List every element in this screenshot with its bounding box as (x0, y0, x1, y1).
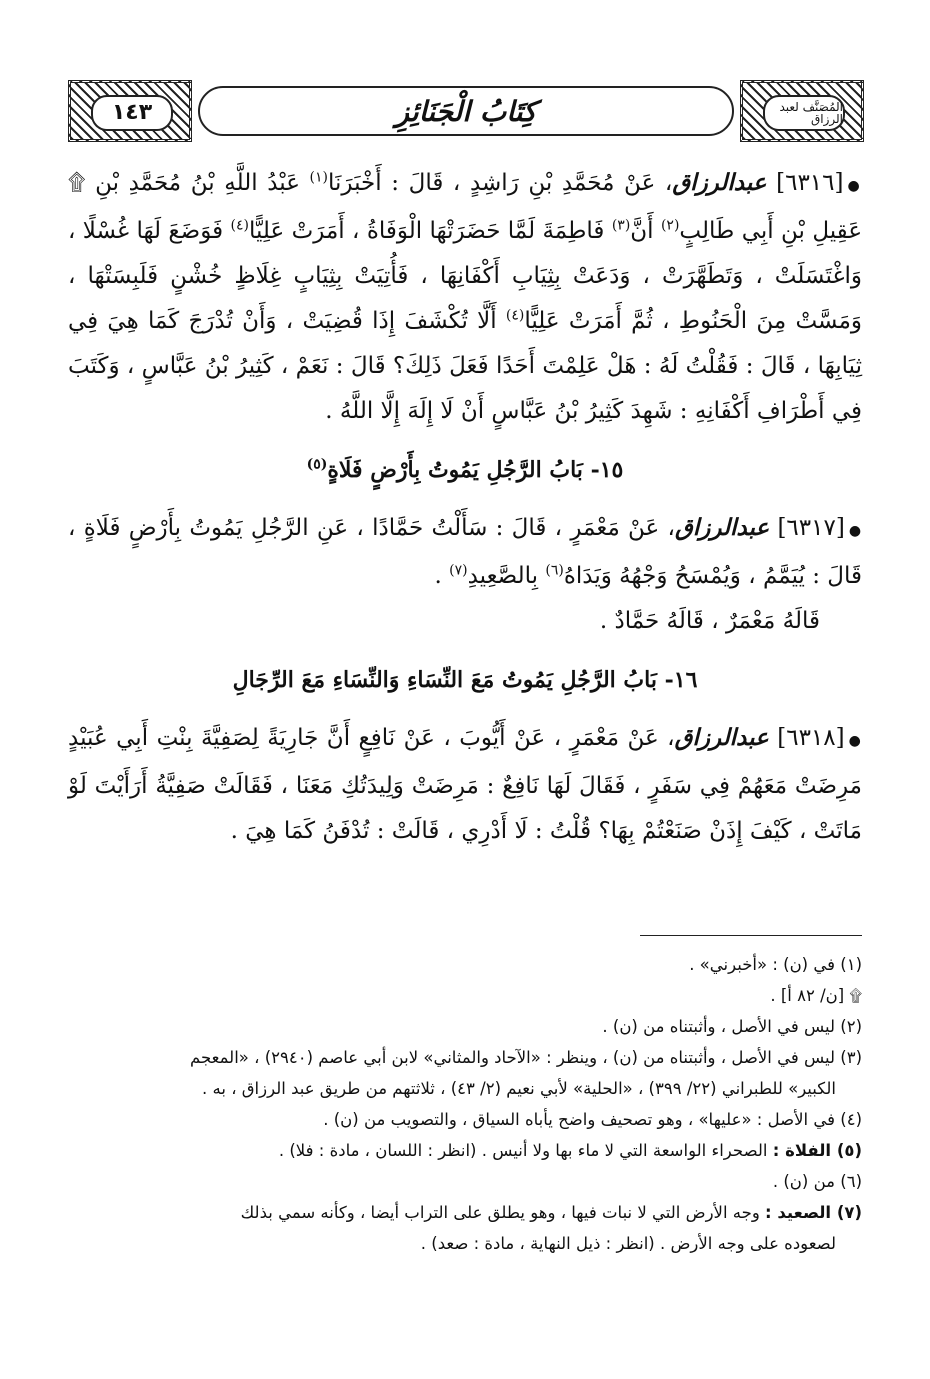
hadith-number: [٦٣١٧] (777, 515, 845, 541)
page-number-ornament (68, 80, 192, 142)
footnote-ref[interactable]: (٤) (505, 307, 525, 324)
hadith-text: فَوَضَعَ لَهَا غُسْلًا ، وَاغْتَسَلَتْ ، وَتَطَهَّرَتْ ، وَدَعَتْ بِثِيَابِ أَكْفَانِهَا ، فَأُتِيَتْ بِثِيَابٍ غِلَاظٍ خُشْنٍ فَلَبِسَتْهَا ، وَمَسَّتْ مِنَ الْحَنُوطِ ، ثُمَّ أَمَرَتْ عَلِيًّا (68, 218, 862, 334)
running-title: كِتَابُ الْجَنَائِزِ (395, 94, 537, 128)
hadith-text: أَلَّا تُكْشَفَ إِذَا قُضِيَتْ ، وَأَنْ تُدْرَجَ كَمَا هِيَ فِي ثِيَابِهَا ، قَالَ : فَقُلْتُ لَهُ : هَلْ عَلِمْتَ أَحَدًا فَعَلَ ذَلِكَ؟ قَالَ : نَعَمْ ، كَثِيرُ بْنُ عَبَّاسٍ ، وَكَتَبَ فِي أَطْرَافِ أَكْفَانِهِ : شَهِدَ كَثِيرُ بْنُ عَبَّاسٍ أَنْ لَا إِلَهَ إِلَّا اللَّهُ . (68, 308, 862, 424)
hadith-number: [٦٣١٨] (777, 725, 845, 751)
footnote-ref[interactable]: (٢) (660, 217, 680, 234)
bullet-icon: ● (847, 178, 863, 194)
footnote-item (68, 1136, 862, 1165)
chapter-heading-16 (68, 658, 862, 703)
hadith-text: عَقِيلِ بْنِ أَبِي طَالِبٍ (679, 218, 863, 244)
footnotes (68, 950, 862, 1260)
footnote-ref[interactable]: (٤) (230, 217, 249, 234)
narrator: عبدالرزاق (674, 514, 770, 541)
footnote-term: (٧) الصعيد : (765, 1203, 862, 1222)
hadith-text: فَاطِمَةَ لَمَّا حَضَرَتْهَا الْوَفَاةُ ، أَمَرَتْ عَلِيًّا (248, 218, 605, 244)
hadith-6316 (68, 160, 862, 434)
footnote-item: ۩ [ن/ ٨٢ أ] . (770, 986, 862, 1005)
footnote-item: (٦) من (ن) . (772, 1172, 862, 1191)
footnote-term: (٥) الفلاة : (772, 1141, 862, 1160)
hadith-6318 (68, 715, 862, 854)
narrator: عبدالرزاق (674, 724, 769, 751)
footnote-item: (٢) ليس في الأصل ، وأثبتناه من (ن) . (602, 1017, 862, 1036)
footnote-ref[interactable]: (١) (309, 169, 329, 186)
footnote-ref[interactable]: (٣) (611, 217, 631, 234)
hadith-text: بِالصَّعِيدِ (467, 563, 539, 589)
page-header (68, 80, 864, 142)
chapter-heading-15 (68, 448, 862, 493)
hadith-6317-attribution: قَالَهُ مَعْمَرٌ ، قَالَهُ حَمَّادٌ . (599, 608, 820, 634)
hadith-text: . (434, 563, 442, 589)
hadith-text: عَبْدُ اللَّهِ بْنُ مُحَمَّدِ بْنِ ۩ (68, 170, 300, 196)
hadith-number: [٦٣١٦] (776, 170, 844, 196)
hadith-text: ، عَنْ مُحَمَّدِ بْنِ رَاشِدٍ ، قَالَ : أَخْبَرَنَا (328, 170, 673, 196)
footnote-item (68, 1043, 862, 1072)
narrator: عبدالرزاق (672, 169, 767, 196)
footnote-item (68, 1198, 862, 1227)
chapter-title: ١٥- بَابُ الرَّجُلِ يَمُوتُ بِأَرْضٍ فَلَاةٍ (327, 457, 624, 483)
footnote-ref[interactable]: (٥) (306, 456, 328, 473)
book-emblem-ornament (740, 80, 864, 142)
page-number: ١٤٣ (91, 95, 173, 131)
footnote-text: الصحراء الواسعة التي لا ماء بها ولا أنيس . (انظر : اللسان ، مادة : فلا) . (278, 1141, 768, 1160)
footnote-ref[interactable]: (٦) (545, 562, 564, 579)
footnote-continuation: لصعوده على وجه الأرض . (انظر : ذيل النهاية ، مادة : صعد) . (420, 1234, 836, 1253)
hadith-text: ، عَنْ مَعْمَرٍ ، عَنْ أَيُّوبَ ، عَنْ نَافِعٍ أَنَّ جَارِيَةً لِصَفِيَّةَ بِنْتِ أَبِي عُبَيْدٍ مَرِضَتْ مَعَهُمْ فِي سَفَرٍ ، فَقَالَ لَهَا نَافِعٌ : مَرِضَتْ وَلِيدَتُكِ مَعَنَا ، فَقَالَتْ صَفِيَّةُ أَرَأَيْتَ لَوْ مَاتَتْ ، كَيْفَ إِذَنْ صَنَعْتُمْ بِهَا؟ قُلْتُ : لَا أَدْرِي ، قَالَتْ : تُدْفَنُ كَمَا هِيَ . (68, 725, 862, 844)
footnote-text: وجه الأرض التي لا نبات فيها ، وهو يطلق على التراب أيضا ، وكأنه سمي بذلك (240, 1203, 760, 1222)
footnote-ref[interactable]: (٧) (449, 562, 468, 579)
hadith-text: أَنَّ (630, 218, 654, 244)
chapter-title: ١٦- بَابُ الرَّجُلِ يَمُوتُ مَعَ النِّسَاءِ وَالنِّسَاءِ مَعَ الرِّجَالِ (232, 667, 698, 693)
footnote-text: (٣) ليس في الأصل ، وأثبتناه من (ن) ، وينظر : «الآحاد والمثاني» لابن أبي عاصم (٢٩٤٠) ، «المعجم (190, 1048, 862, 1067)
footnote-continuation: الكبير» للطبراني (٢٢/ ٣٩٩) ، «الحلية» لأبي نعيم (٢/ ٤٣) ، ثلاثتهم من طريق عبد الرزاق ، به . (202, 1079, 836, 1098)
footnote-item: (٤) في الأصل : «عليها» ، وهو تصحيف واضح يأباه السياق ، والتصويب من (ن) . (323, 1110, 862, 1129)
chapter-title-frame (198, 86, 734, 136)
bullet-icon: ● (848, 733, 863, 749)
main-text (68, 160, 862, 854)
hadith-6317 (68, 505, 862, 599)
hadith-text: ، عَنْ مَعْمَرٍ ، قَالَ : سَأَلْتُ حَمَّادًا ، عَنِ الرَّجُلِ يَمُوتُ بِأَرْضٍ فَلَاةٍ ، قَالَ : يُيَمَّمُ ، وَيُمْسَحُ وَجْهُهُ وَيَدَاهُ (68, 515, 862, 589)
book-emblem: المُصَنَّف لعبد الرزاق (763, 95, 845, 131)
bullet-icon: ● (848, 523, 863, 539)
footnote-divider (640, 935, 862, 936)
footnote-item: (١) في (ن) : «أخبرني» . (689, 955, 862, 974)
